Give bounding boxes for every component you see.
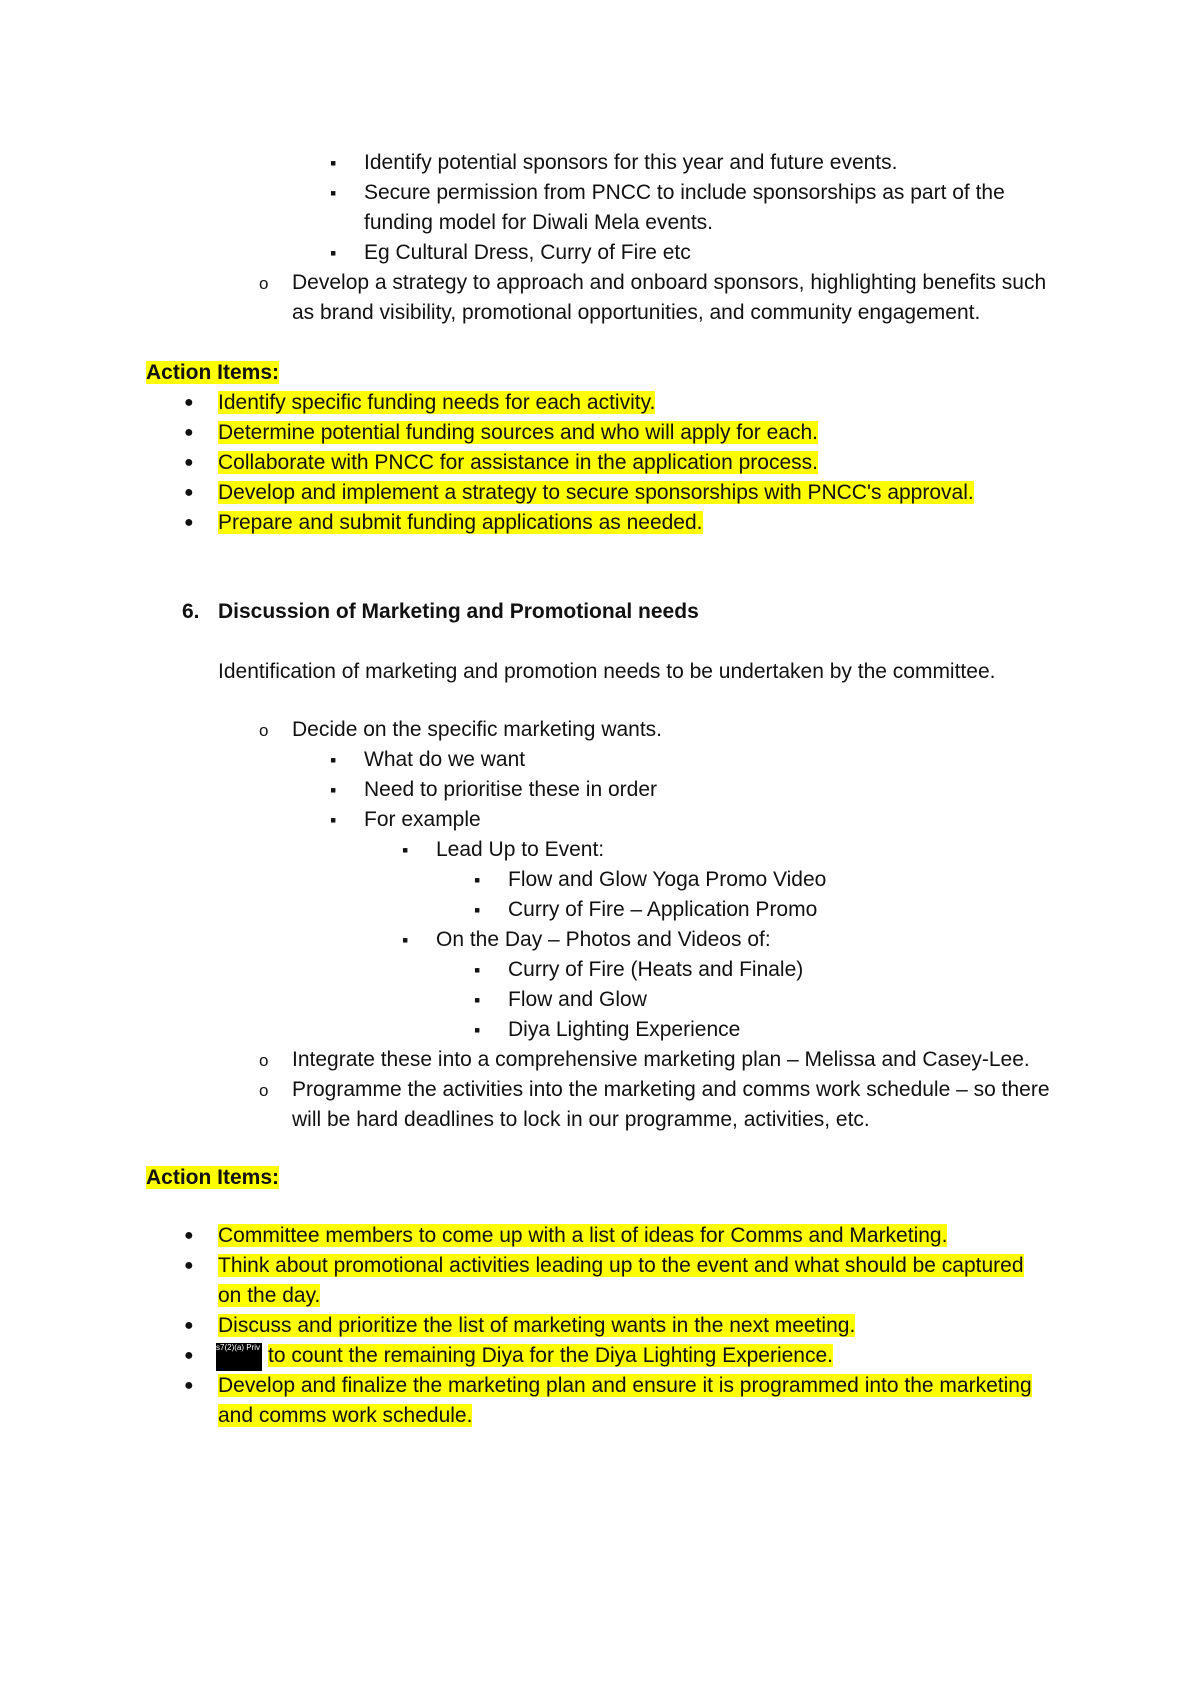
sponsor-item: ▪ Eg Cultural Dress, Curry of Fire etc bbox=[364, 238, 691, 268]
action-item: ● Identify specific funding needs for each activity. bbox=[218, 388, 655, 418]
action-item: ● Develop and implement a strategy to secure sponsorships with PNCC's approval. bbox=[218, 478, 974, 508]
programme-item: o Programme the activities into the marketing and comms work schedule – so there bbox=[292, 1075, 1050, 1105]
lead-up-heading: ▪ Lead Up to Event: bbox=[436, 835, 604, 865]
action-item: ● Develop and finalize the marketing plan and ensure it is programmed into the marketing bbox=[218, 1371, 1032, 1401]
action-item: ● Think about promotional activities leading up to the event and what should be captured bbox=[218, 1251, 1024, 1281]
sponsor-item-continued: funding model for Diwali Mela events. bbox=[364, 211, 714, 234]
action-item: ● Prepare and submit funding applications as needed. bbox=[218, 508, 703, 538]
action-item-continued: on the day. bbox=[218, 1284, 321, 1307]
integrate-item: o Integrate these into a comprehensive marketing plan – Melissa and Casey-Lee. bbox=[292, 1045, 1030, 1075]
action-items-heading: Action Items: bbox=[146, 1166, 280, 1189]
section-intro: Identification of marketing and promotion needs to be undertaken by the committee. bbox=[218, 660, 996, 683]
decide-item: o Decide on the specific marketing wants. bbox=[292, 715, 662, 745]
section-title: Discussion of Marketing and Promotional needs bbox=[218, 600, 699, 623]
sponsor-item: ▪ Secure permission from PNCC to include sponsorships as part of the bbox=[364, 178, 1005, 208]
sponsor-item: ▪ Identify potential sponsors for this year and future events. bbox=[364, 148, 897, 178]
section-number: 6. bbox=[182, 600, 200, 623]
action-item-redacted: ● to count the remaining Diya for the Diya Lighting Experience. bbox=[218, 1341, 833, 1371]
want-item: ▪ For example bbox=[364, 805, 481, 835]
action-items-heading: Action Items: bbox=[146, 361, 280, 384]
redaction-box: s7(2)(a) Priv bbox=[216, 1343, 262, 1371]
strategy-item: o Develop a strategy to approach and onboard sponsors, highlighting benefits such bbox=[292, 268, 1046, 298]
on-the-day-item: ▪ Diya Lighting Experience bbox=[508, 1015, 740, 1045]
want-item: ▪ Need to prioritise these in order bbox=[364, 775, 657, 805]
lead-up-item: ▪ Flow and Glow Yoga Promo Video bbox=[508, 865, 826, 895]
action-item: ● Discuss and prioritize the list of marketing wants in the next meeting. bbox=[218, 1311, 855, 1341]
action-item: ● Collaborate with PNCC for assistance in the application process. bbox=[218, 448, 818, 478]
on-the-day-item: ▪ Curry of Fire (Heats and Finale) bbox=[508, 955, 803, 985]
on-the-day-item: ▪ Flow and Glow bbox=[508, 985, 647, 1015]
programme-item-continued: will be hard deadlines to lock in our programme, activities, etc. bbox=[292, 1108, 870, 1131]
want-item: ▪ What do we want bbox=[364, 745, 525, 775]
action-item-continued: and comms work schedule. bbox=[218, 1404, 473, 1427]
lead-up-item: ▪ Curry of Fire – Application Promo bbox=[508, 895, 817, 925]
on-the-day-heading: ▪ On the Day – Photos and Videos of: bbox=[436, 925, 771, 955]
action-item: ● Committee members to come up with a list of ideas for Comms and Marketing. bbox=[218, 1221, 947, 1251]
strategy-item-continued: as brand visibility, promotional opportunities, and community engagement. bbox=[292, 301, 981, 324]
action-item: ● Determine potential funding sources and who will apply for each. bbox=[218, 418, 818, 448]
